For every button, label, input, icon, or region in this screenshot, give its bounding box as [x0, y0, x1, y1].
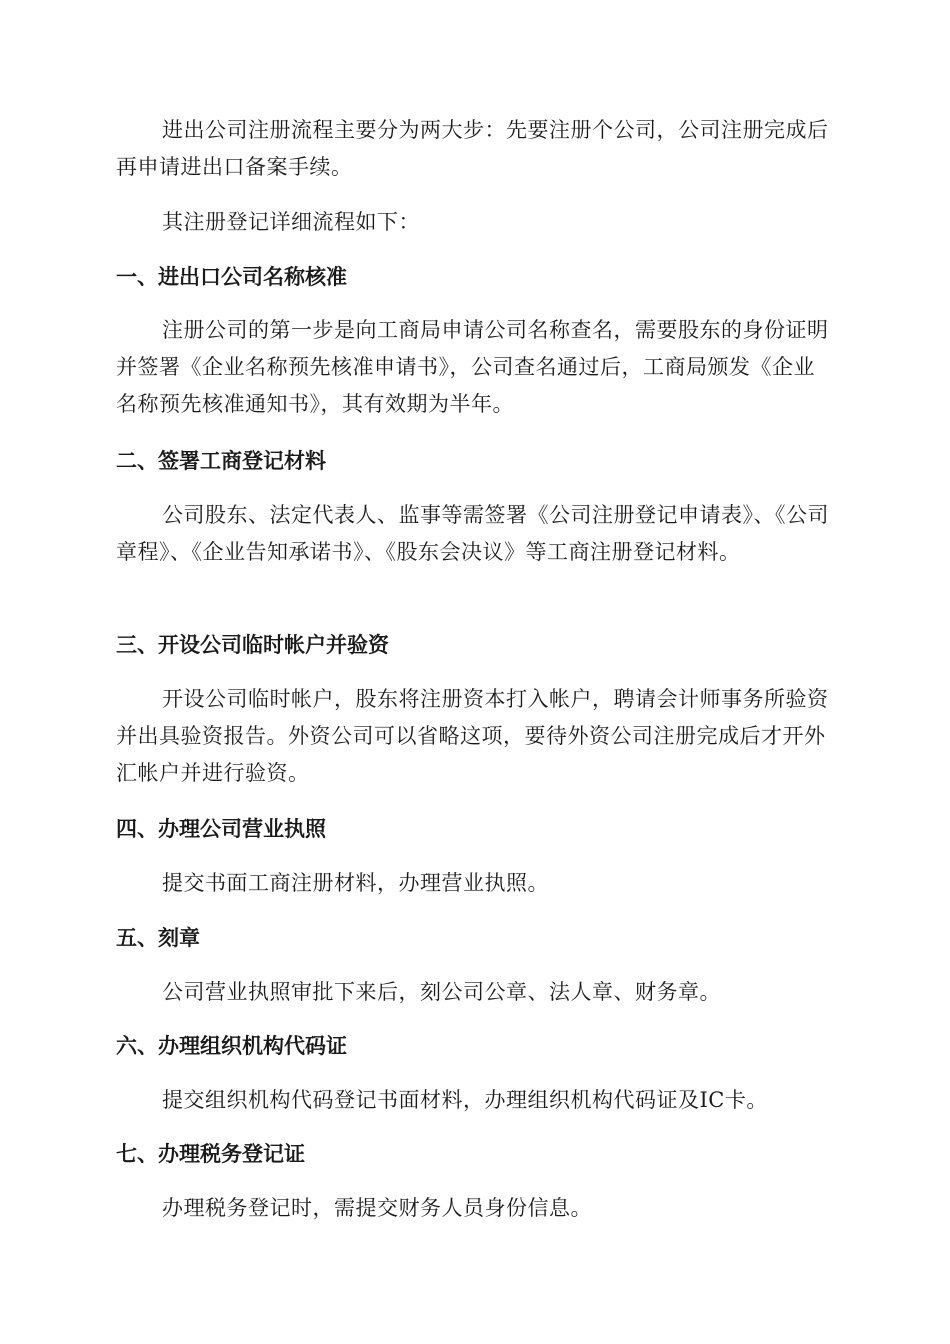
section-body-4: 提交书面工商注册材料，办理营业执照。: [162, 871, 549, 895]
section-heading-4: 四、办理公司营业执照: [116, 817, 326, 841]
section-body-6: 提交组织机构代码登记书面材料，办理组织机构代码证及IC卡。: [162, 1088, 768, 1112]
section-body-1: 注册公司的第一步是向工商局申请公司名称查名，需要股东的身份证明并签署《企业名称预先核准申请书》，公司查名通过后，工商局颁发《企业名称预先核准通知书》，其有效期为半年。: [116, 318, 829, 416]
section-body-5: 公司营业执照审批下来后，刻公司公章、法人章、财务章。: [162, 980, 721, 1004]
intro-paragraph-2: 其注册登记详细流程如下：: [162, 210, 420, 234]
section-heading-3: 三、开设公司临时帐户并验资: [116, 633, 389, 657]
section-heading-6: 六、办理组织机构代码证: [116, 1034, 347, 1058]
section-body-2: 公司股东、法定代表人、监事等需签署《公司注册登记申请表》、《公司章程》、《企业告知承诺书》、《股东会决议》等工商注册登记材料。: [116, 503, 829, 564]
section-body-7: 办理税务登记时，需提交财务人员身份信息。: [162, 1196, 592, 1220]
section-heading-5: 五、刻章: [116, 926, 200, 950]
section-heading-7: 七、办理税务登记证: [116, 1142, 305, 1166]
section-body-3: 开设公司临时帐户，股东将注册资本打入帐户，聘请会计师事务所验资并出具验资报告。外资公司可以省略这项，要待外资公司注册完成后才开外汇帐户并进行验资。: [116, 687, 829, 785]
intro-paragraph: 进出公司注册流程主要分为两大步：先要注册个公司，公司注册完成后再申请进出口备案手续。: [116, 118, 829, 179]
section-heading-2: 二、签署工商登记材料: [116, 449, 326, 473]
section-heading-1: 一、进出口公司名称核准: [116, 265, 347, 289]
